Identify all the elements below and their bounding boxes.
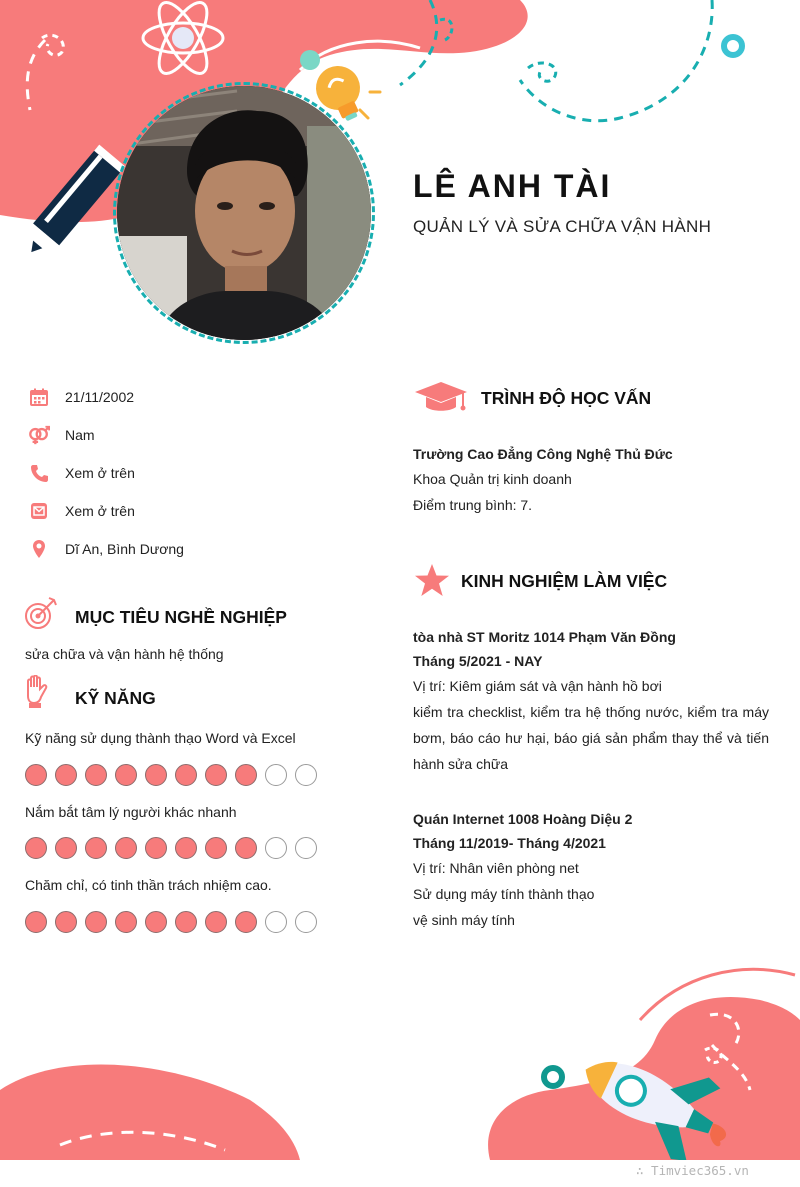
school-name: Trường Cao Đẳng Công Nghệ Thủ Đức — [413, 446, 673, 462]
rating-dot-filled — [85, 764, 107, 786]
rating-dot-filled — [115, 837, 137, 859]
graduation-cap-icon — [414, 380, 468, 419]
skill-label: Chăm chỉ, có tinh thần trách nhiệm cao. — [25, 877, 272, 893]
skill-rating — [25, 911, 317, 933]
calendar-icon — [28, 386, 50, 408]
job-company: Quán Internet 1008 Hoàng Diệu 2 — [413, 811, 633, 827]
rating-dot-empty — [295, 837, 317, 859]
faculty: Khoa Quản trị kinh doanh — [413, 471, 572, 487]
gender-value: Nam — [65, 427, 95, 443]
rating-dot-filled — [205, 911, 227, 933]
bottom-left-blob-shape — [0, 1065, 300, 1160]
phone-icon — [28, 462, 50, 484]
rating-dot-empty — [265, 837, 287, 859]
rating-dot-filled — [175, 764, 197, 786]
skill-label: Kỹ năng sử dụng thành thạo Word và Excel — [25, 730, 296, 746]
gender-row — [28, 423, 95, 447]
rating-dot-filled — [145, 911, 167, 933]
birthday-row — [28, 385, 135, 409]
rating-dot-filled — [85, 911, 107, 933]
job-period: Tháng 11/2019- Tháng 4/2021 — [413, 835, 606, 851]
email-icon — [28, 500, 50, 522]
job-position: Vị trí: Nhân viên phòng net — [413, 860, 579, 876]
map-pin-icon — [28, 538, 50, 560]
address-value: Dĩ An, Bình Dương — [65, 541, 184, 557]
rating-dot-filled — [25, 764, 47, 786]
email-row — [28, 499, 135, 523]
ring-icon — [724, 37, 742, 55]
star-icon — [414, 563, 450, 602]
avatar — [117, 86, 371, 340]
hand-icon — [24, 675, 50, 714]
rating-dot-filled — [55, 837, 77, 859]
gpa: Điểm trung bình: 7. — [413, 497, 533, 513]
rating-dot-filled — [55, 764, 77, 786]
rating-dot-filled — [205, 764, 227, 786]
skills-heading: KỸ NĂNG — [75, 688, 156, 708]
rating-dot-filled — [235, 911, 257, 933]
job-title: QUẢN LÝ VÀ SỬA CHỮA VẬN HÀNH — [413, 217, 712, 236]
phone-value: Xem ở trên — [65, 465, 135, 481]
watermark: ∴ Timviec365.vn — [636, 1163, 749, 1178]
rating-dot-filled — [175, 911, 197, 933]
rating-dot-filled — [115, 764, 137, 786]
rating-dot-filled — [235, 764, 257, 786]
ring-icon — [544, 1068, 562, 1086]
job-description-line: Sử dụng máy tính thành thạo — [413, 886, 595, 902]
objective-text: sửa chữa và vận hành hệ thống — [25, 646, 224, 662]
address-row — [28, 537, 184, 561]
rating-dot-filled — [145, 837, 167, 859]
email-value: Xem ở trên — [65, 503, 135, 519]
experience-heading: KINH NGHIỆM LÀM VIỆC — [461, 571, 668, 591]
job-company: tòa nhà ST Moritz 1014 Phạm Văn Đồng — [413, 629, 676, 645]
rating-dot-empty — [295, 764, 317, 786]
full-name: LÊ ANH TÀI — [413, 168, 612, 204]
rating-dot-filled — [85, 837, 107, 859]
rating-dot-filled — [25, 911, 47, 933]
job-description: kiểm tra checklist, kiểm tra hệ thống nước, kiểm tra máy bơm, báo cáo hư hại, báo giá sản phẩm thay thể và tiến hành sửa chữa — [413, 704, 769, 772]
skill-label: Nắm bắt tâm lý người khác nhanh — [25, 804, 237, 820]
phone-row — [28, 461, 135, 485]
objective-heading: MỤC TIÊU NGHỀ NGHIỆP — [75, 607, 287, 627]
skill-rating — [25, 764, 317, 786]
education-heading: TRÌNH ĐỘ HỌC VẤN — [481, 388, 652, 408]
rating-dot-filled — [145, 764, 167, 786]
rating-dot-empty — [265, 764, 287, 786]
target-icon — [24, 596, 58, 635]
job-period: Tháng 5/2021 - NAY — [413, 653, 543, 669]
rating-dot-filled — [55, 911, 77, 933]
birthday-value: 21/11/2002 — [65, 389, 135, 405]
rating-dot-empty — [295, 911, 317, 933]
rating-dot-filled — [175, 837, 197, 859]
job-position: Vị trí: Kiêm giám sát và vận hành hồ bơi — [413, 678, 662, 694]
rating-dot-filled — [205, 837, 227, 859]
gender-icon — [28, 424, 50, 446]
job-description-line: vệ sinh máy tính — [413, 912, 515, 928]
skill-rating — [25, 837, 317, 859]
rating-dot-filled — [115, 911, 137, 933]
rating-dot-filled — [235, 837, 257, 859]
rating-dot-filled — [25, 837, 47, 859]
rating-dot-empty — [265, 911, 287, 933]
